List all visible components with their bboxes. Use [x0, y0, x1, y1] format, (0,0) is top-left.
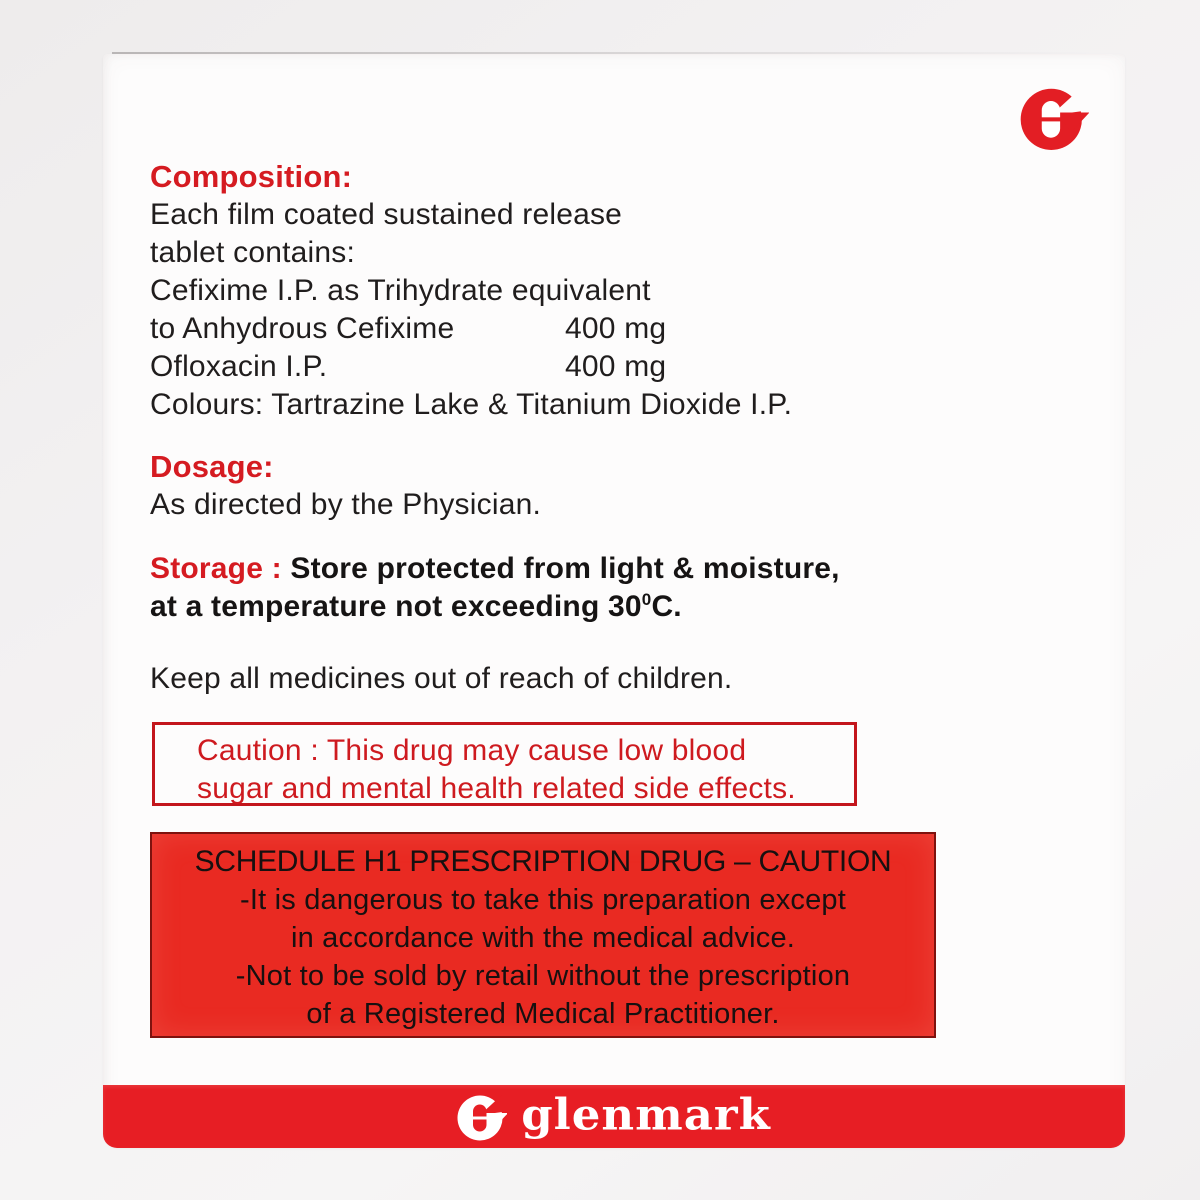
schedule-line: -Not to be sold by retail without the prescription	[235, 960, 851, 992]
ingredient-row	[150, 348, 1090, 386]
glenmark-wordmark: glenmark	[521, 1089, 771, 1141]
medicine-box-back-panel	[103, 54, 1125, 1148]
caution-box	[152, 722, 857, 806]
children-warning: Keep all medicines out of reach of children.	[150, 662, 733, 695]
ingredient-amount: 400 mg	[565, 312, 667, 345]
glenmark-g-logo-icon	[1019, 84, 1089, 152]
dosage-heading: Dosage:	[150, 449, 274, 484]
storage-text-2-suffix: C.	[651, 590, 682, 623]
schedule-h1-warning-box	[150, 832, 936, 1038]
glenmark-g-logo-footer-icon	[457, 1092, 507, 1142]
schedule-line: of a Registered Medical Practitioner.	[306, 998, 780, 1030]
storage-line-1	[150, 550, 1090, 588]
schedule-line: -It is dangerous to take this preparation except	[239, 884, 847, 916]
ingredient-row	[150, 310, 1090, 348]
dosage-section	[150, 448, 1090, 524]
footer-brand-band	[103, 1085, 1125, 1148]
dosage-text: As directed by the Physician.	[150, 488, 541, 521]
ingredient-name-line: Cefixime I.P. as Trihydrate equivalent	[150, 274, 651, 307]
storage-text-1: Store protected from light & moisture,	[290, 552, 840, 585]
schedule-line: in accordance with the medical advice.	[290, 922, 796, 954]
ingredient-amount: 400 mg	[565, 350, 667, 383]
composition-intro-line: tablet contains:	[150, 236, 355, 269]
caution-line-2: sugar and mental health related side effects.	[197, 772, 796, 805]
storage-heading: Storage :	[150, 552, 291, 585]
ingredient-name-line: to Anhydrous Cefixime	[150, 312, 455, 345]
composition-heading: Composition:	[150, 159, 353, 194]
storage-section	[150, 550, 1090, 626]
colours-line: Colours: Tartrazine Lake & Titanium Dioxide I.P.	[150, 388, 793, 421]
storage-text-2: at a temperature not exceeding 30	[150, 590, 642, 623]
schedule-title: SCHEDULE H1 PRESCRIPTION DRUG – CAUTION	[194, 845, 892, 878]
composition-intro-line: Each film coated sustained release	[150, 198, 623, 231]
caution-line-1: Caution : This drug may cause low blood	[197, 734, 747, 767]
ingredient-name-line: Ofloxacin I.P.	[150, 350, 328, 383]
degree-superscript: 0	[641, 590, 652, 609]
storage-line-2	[150, 588, 1090, 626]
label-text-column	[150, 158, 1090, 1038]
